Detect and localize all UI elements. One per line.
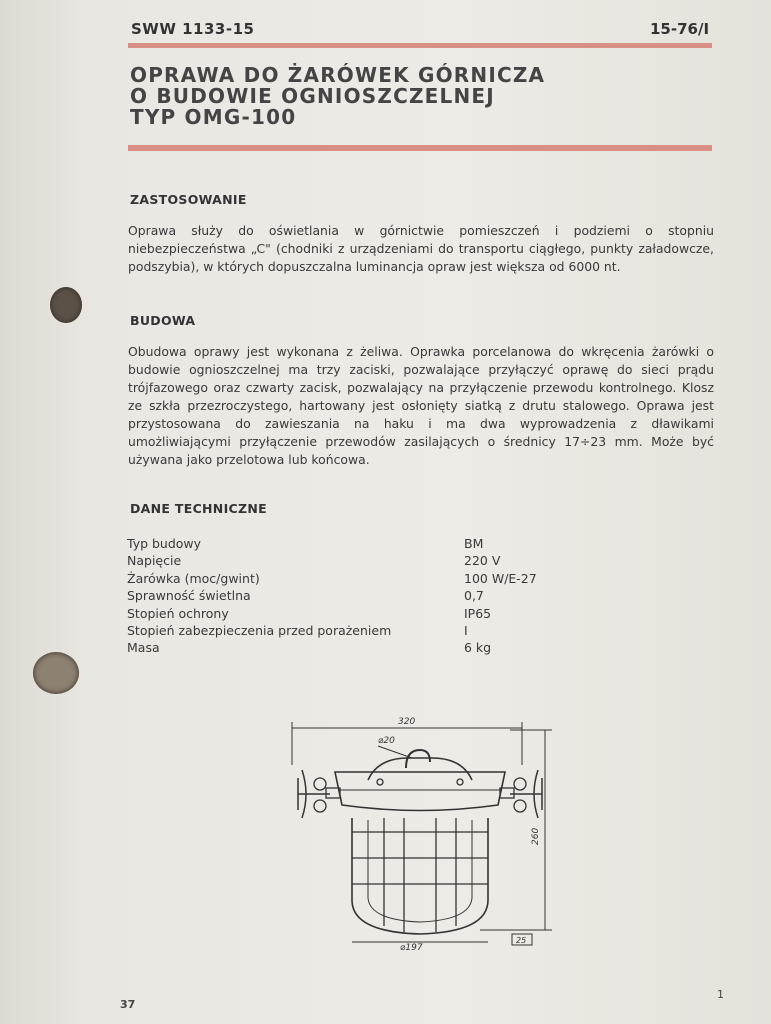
lamp-housing xyxy=(335,772,505,811)
section-heading-zastosowanie: ZASTOSOWANIE xyxy=(130,192,247,207)
spec-label: Napięcie xyxy=(127,553,182,569)
spec-row xyxy=(127,535,537,552)
spec-row xyxy=(127,622,537,639)
title-line-3: TYP OMG-100 xyxy=(130,105,297,129)
page-number-left: 37 xyxy=(120,998,136,1011)
title-line-2: O BUDOWIE OGNIOSZCZELNEJ xyxy=(130,84,495,108)
title-line-1: OPRAWA DO ŻARÓWEK GÓRNICZA xyxy=(130,63,546,87)
spec-row xyxy=(127,570,537,587)
spec-row xyxy=(127,605,537,622)
technical-data-table xyxy=(127,535,537,657)
page-number-right: 1 xyxy=(717,988,724,1001)
spec-row xyxy=(127,587,537,604)
spec-label: Masa xyxy=(127,640,160,656)
lamp-dome xyxy=(368,758,472,780)
dimension-width-label: 320 xyxy=(398,717,416,727)
dimension-height-label: 260 xyxy=(531,827,541,845)
spec-row xyxy=(127,552,537,569)
dimension-dia-bottom-label: ⌀197 xyxy=(400,943,423,953)
glass-globe xyxy=(352,818,488,934)
lamp-technical-drawing xyxy=(280,710,570,955)
section-heading-dane-techniczne: DANE TECHNICZNE xyxy=(130,501,267,516)
hook xyxy=(406,750,430,768)
spec-value: IP65 xyxy=(464,605,492,621)
spec-label: Typ budowy xyxy=(127,536,202,551)
spec-value: BM xyxy=(464,536,484,551)
sheet-number: 15-76/I xyxy=(650,20,710,38)
spec-label: Żarówka (moc/gwint) xyxy=(127,570,260,586)
binder-hole-top xyxy=(50,287,82,323)
paragraph-zastosowanie: Oprawa służy do oświetlania w górnictwie pomieszczeń i podziemi o stopniu niebezpieczeństwa „C" (chodniki z urządzeniami do transportu ciągłego, punkty załadowcze, podszybia), w których dopuszczalna luminancja opraw jest większa od 6000 nt. xyxy=(128,223,714,274)
spec-value: 6 kg xyxy=(464,640,492,656)
dimension-small-label: 25 xyxy=(516,936,527,945)
spec-label: Stopień ochrony xyxy=(127,605,229,621)
spec-label: Sprawność świetlna xyxy=(127,588,251,604)
title-rule xyxy=(128,145,712,151)
spec-value: 100 W/E-27 xyxy=(464,570,537,586)
section-heading-budowa: BUDOWA xyxy=(130,313,196,328)
header-rule xyxy=(128,43,712,48)
document-code: SWW 1133-15 xyxy=(131,20,255,38)
paragraph-budowa: Obudowa oprawy jest wykonana z żeliwa. Oprawka porcelanowa do wkręcenia żarówki o budowie ognioszczelnej ma trzy zaciski, pozwalające przyłączyć oprawę do sieci prądu trójfazowego oraz czwarty zacisk, pozwalający na przyłączenie przewodu kontrolnego. Klosz ze szkła przezroczystego, hartowany jest osłonięty siatką z drutu stalowego. Oprawa jest przystosowana do zawieszania na haku i ma dwa wyprowadzenia z dławikami umożliwiającymi przyłączenie przewodów zasilających o średnicy 17÷23 mm. Może być używana jako przelotowa lub końcowa. xyxy=(128,344,714,467)
spec-row xyxy=(127,639,537,656)
spec-label: Stopień zabezpieczenia przed porażeniem xyxy=(127,623,392,639)
binder-hole-bottom xyxy=(33,652,79,694)
spec-value: I xyxy=(464,623,468,639)
spec-value: 0,7 xyxy=(464,588,484,604)
page-title xyxy=(130,65,545,128)
spec-value: 220 V xyxy=(464,553,501,569)
dimension-dia-top-label: ⌀20 xyxy=(378,736,395,746)
